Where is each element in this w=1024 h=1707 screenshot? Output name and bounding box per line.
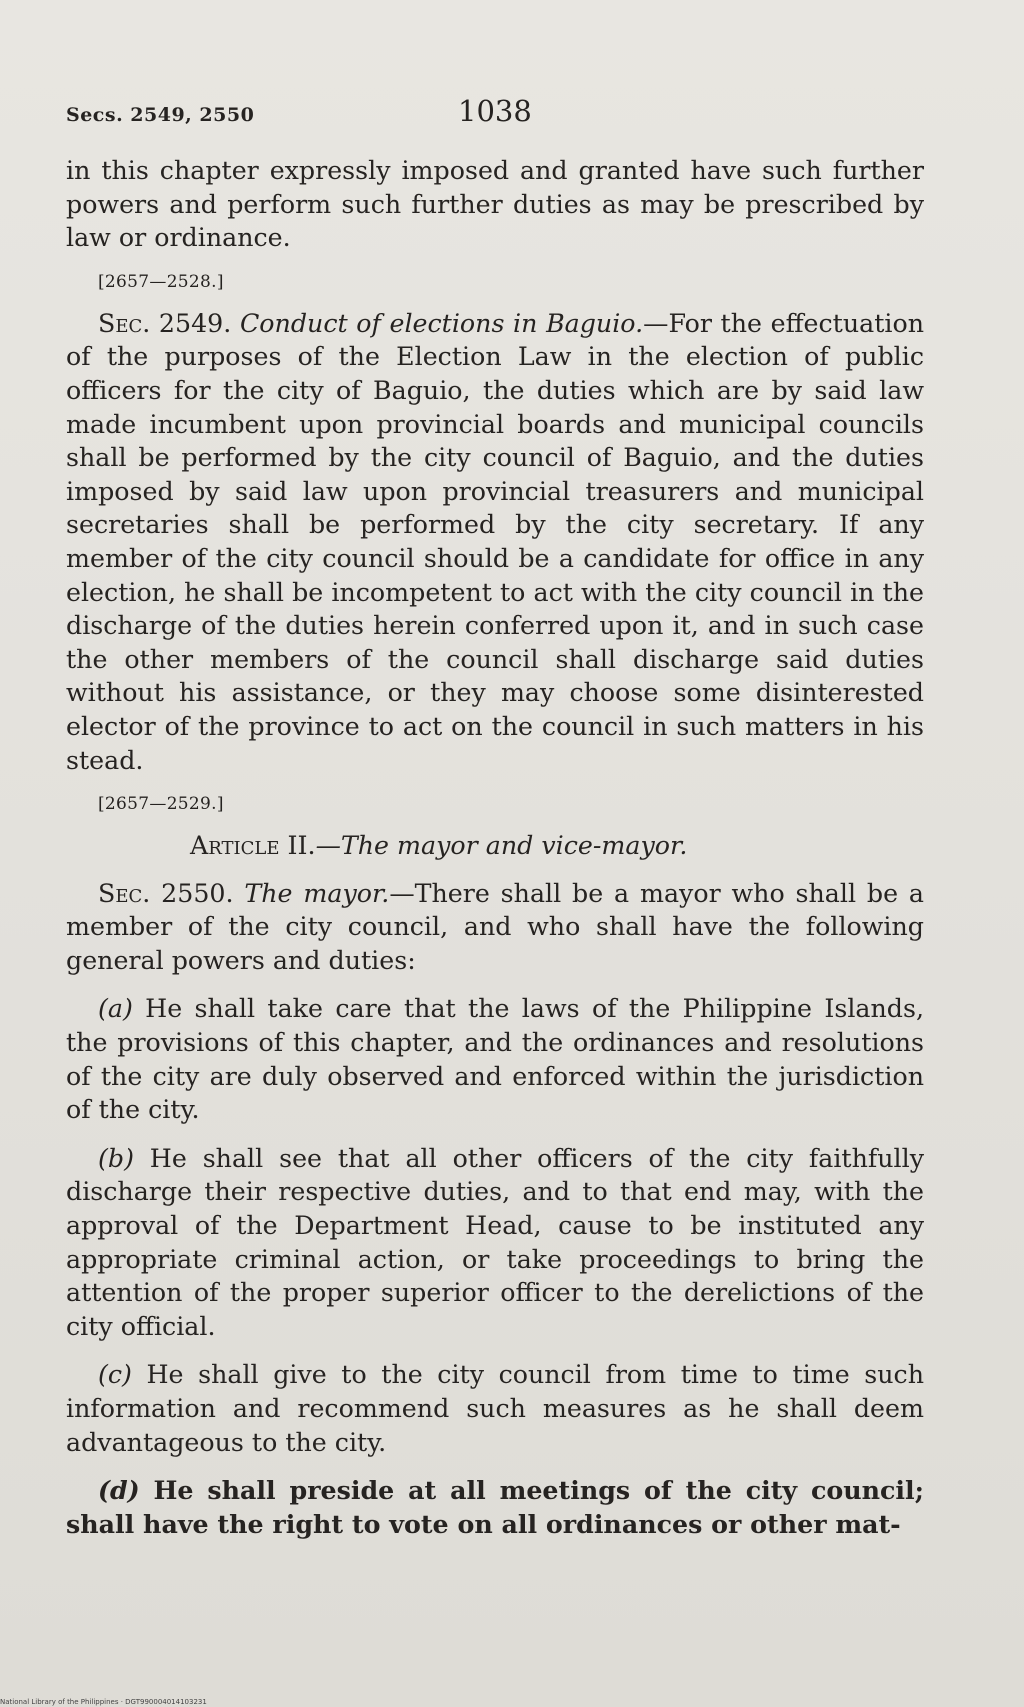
source-citation-2: [2657—2529.] — [98, 794, 224, 815]
section-2550-text: —There shall be a mayor who shall be a member of the city council, and who shall have the following general powers and duties: — [66, 878, 924, 975]
section-2549-title: Conduct of elections in Baguio. — [239, 308, 644, 338]
running-head — [66, 94, 966, 134]
item-c-text: He shall give to the city council from time to time such information and recommend such measures as he shall deem advantageous to the city. — [66, 1360, 924, 1457]
section-2550 — [66, 877, 924, 978]
item-a-label: (a) — [98, 994, 133, 1024]
item-d — [66, 1474, 924, 1541]
item-a — [66, 992, 924, 1126]
item-c — [66, 1358, 924, 1459]
item-d-label: (d) — [98, 1475, 140, 1506]
continued-paragraph — [66, 154, 924, 255]
page-body — [66, 154, 924, 1556]
article-label: Article II. — [190, 831, 316, 861]
section-2550-title: The mayor. — [244, 878, 390, 908]
item-c-label: (c) — [98, 1360, 132, 1390]
source-citation-1: [2657—2528.] — [98, 271, 224, 292]
item-d-text: He shall preside at all meetings of the city council; shall have the right to vote on all ordinances or other mat- — [66, 1475, 924, 1539]
continued-paragraph-text: in this chapter expressly imposed and granted have such further powers and perform such further duties as may be prescribed by law or ordinance. — [66, 156, 924, 253]
section-2549-label: Sec. 2549. — [98, 308, 232, 338]
item-b-text: He shall see that all other officers of the city faithfully discharge their respective duties, and to that end may, with the approval of the Department Head, cause to be instituted any appropriate criminal action, or take proceedings to bring the attention of the proper superior officer to the derelictions of the city official. — [66, 1143, 924, 1341]
item-b — [66, 1142, 924, 1344]
section-2549 — [66, 307, 924, 777]
article-heading — [66, 829, 924, 863]
scan-footer-note: National Library of the Philippines · DGT990004014103231 — [0, 1698, 207, 1706]
item-a-text: He shall take care that the laws of the Philippine Islands, the provisions of this chapter, and the ordinances and resolutions of the city are duly observed and enforced within the jurisdiction of the city. — [66, 994, 924, 1125]
section-2549-text: —For the effectuation of the purposes of the Election Law in the election of public officers for the city of Baguio, the duties which are by said law made incumbent upon provincial boards and municipal councils shall be performed by the city council of Baguio, and the duties imposed by said law upon provincial treasurers and municipal secretaries shall be performed by the city secretary. If any member of the city council should be a candidate for office in any election, he shall be incompetent to act with the city council in the discharge of the duties herein conferred upon it, and in such case the other members of the council shall discharge said duties without his assistance, or they may choose some disinterested elector of the province to act on the council in such matters in his stead. — [66, 308, 924, 775]
article-title: —The mayor and vice-mayor. — [315, 831, 688, 861]
page-number: 1038 — [458, 94, 532, 128]
section-2550-label: Sec. 2550. — [98, 878, 234, 908]
section-reference: Secs. 2549, 2550 — [66, 104, 255, 126]
item-b-label: (b) — [98, 1143, 134, 1173]
